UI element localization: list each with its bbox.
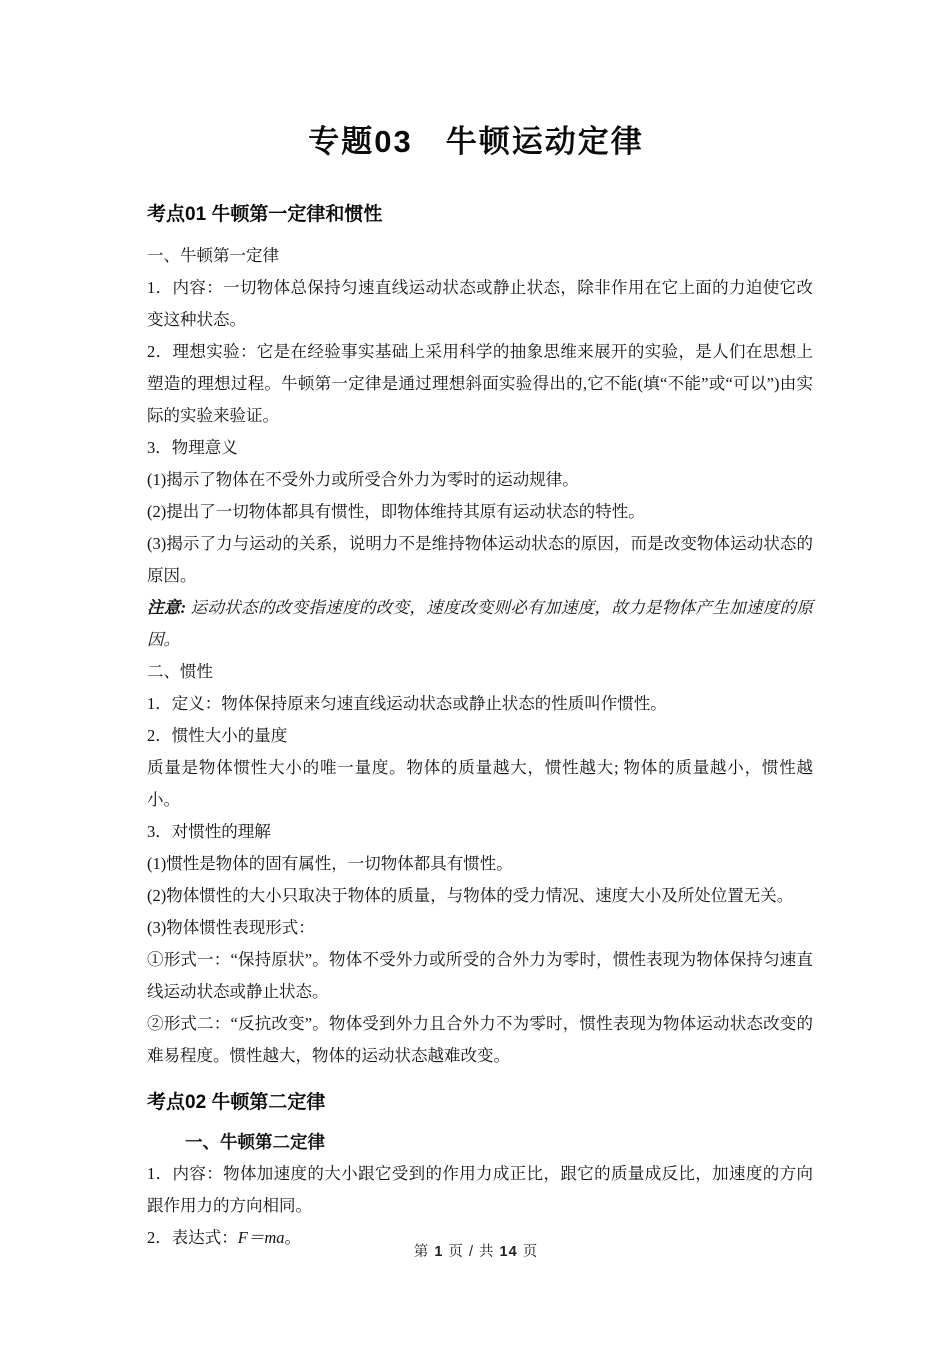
section-1-subheading-1: 一、牛顿第一定律	[147, 246, 279, 265]
section-1-heading: 考点01 牛顿第一定律和惯性	[147, 204, 383, 225]
page-title: 专题03 牛顿运动定律	[308, 124, 644, 159]
page-footer	[0, 1240, 952, 1261]
footer-page-number: 1	[434, 1244, 444, 1260]
para-inertia-point-1: (1)惯性是物体的固有属性，一切物体都具有惯性。	[147, 854, 513, 873]
para-newton1-content: 1．内容：一切物体总保持匀速直线运动状态或静止状态，除非作用在它上面的力迫使它改变这种状态。	[147, 278, 813, 329]
footer-label-pages: 页	[522, 1244, 539, 1260]
para-inertia-point-2: (2)物体惯性的大小只取决于物体的质量，与物体的受力情况、速度大小及所处位置无关。	[147, 886, 794, 905]
footer-label-page: 第	[413, 1244, 430, 1260]
note-label: 注意:	[147, 598, 187, 617]
note-text: 运动状态的改变指速度的改变，速度改变则必有加速度，故力是物体产生加速度的原因。	[147, 598, 814, 649]
para-inertia-understanding-title: 3．对惯性的理解	[147, 822, 271, 841]
para-inertia-definition: 1．定义：物体保持原来匀速直线运动状态或静止状态的性质叫作惯性。	[147, 694, 667, 713]
para-physical-meaning: 3．物理意义	[147, 438, 238, 457]
section-1-subheading-2: 二、惯性	[147, 662, 213, 681]
para-inertia-measure: 质量是物体惯性大小的唯一量度。物体的质量越大，惯性越大; 物体的质量越小，惯性越小。	[147, 758, 813, 809]
footer-total-pages: 14	[499, 1244, 518, 1260]
para-meaning-1: (1)揭示了物体在不受外力或所受合外力为零时的运动规律。	[147, 470, 579, 489]
para-inertia-forms-title: (3)物体惯性表现形式：	[147, 918, 315, 937]
para-inertia-form-1: ①形式一：“保持原状”。物体不受外力或所受的合外力为零时，惯性表现为物体保持匀速直线运动状态或静止状态。	[147, 950, 813, 1001]
document-body	[147, 200, 813, 1254]
expression-suffix: 。	[284, 1228, 301, 1247]
expression-prefix: 2．表达式：	[147, 1228, 238, 1247]
para-newton2-content: 1．内容：物体加速度的大小跟它受到的作用力成正比，跟它的质量成反比，加速度的方向跟作用力的方向相同。	[147, 1164, 813, 1215]
formula-f-equals-ma: F＝ma	[237, 1228, 285, 1247]
para-inertia-measure-title: 2．惯性大小的量度	[147, 726, 288, 745]
section-2-subheading-1: 一、牛顿第二定律	[185, 1132, 325, 1152]
footer-label-of: 页 / 共	[448, 1244, 495, 1260]
para-inertia-form-2: ②形式二：“反抗改变”。物体受到外力且合外力不为零时，惯性表现为物体运动状态改变的难易程度。惯性越大，物体的运动状态越难改变。	[147, 1014, 813, 1065]
para-meaning-2: (2)提出了一切物体都具有惯性，即物体维持其原有运动状态的特性。	[147, 502, 645, 521]
note-paragraph	[147, 592, 813, 656]
para-meaning-3: (3)揭示了力与运动的关系，说明力不是维持物体运动状态的原因，而是改变物体运动状态的原因。	[147, 534, 813, 585]
para-ideal-experiment: 2．理想实验：它是在经验事实基础上采用科学的抽象思维来展开的实验，是人们在思想上塑造的理想过程。牛顿第一定律是通过理想斜面实验得出的,它不能(填“不能”或“可以”)由实际的实验来验证。	[147, 342, 813, 425]
section-2-heading: 考点02 牛顿第二定律	[147, 1092, 326, 1113]
